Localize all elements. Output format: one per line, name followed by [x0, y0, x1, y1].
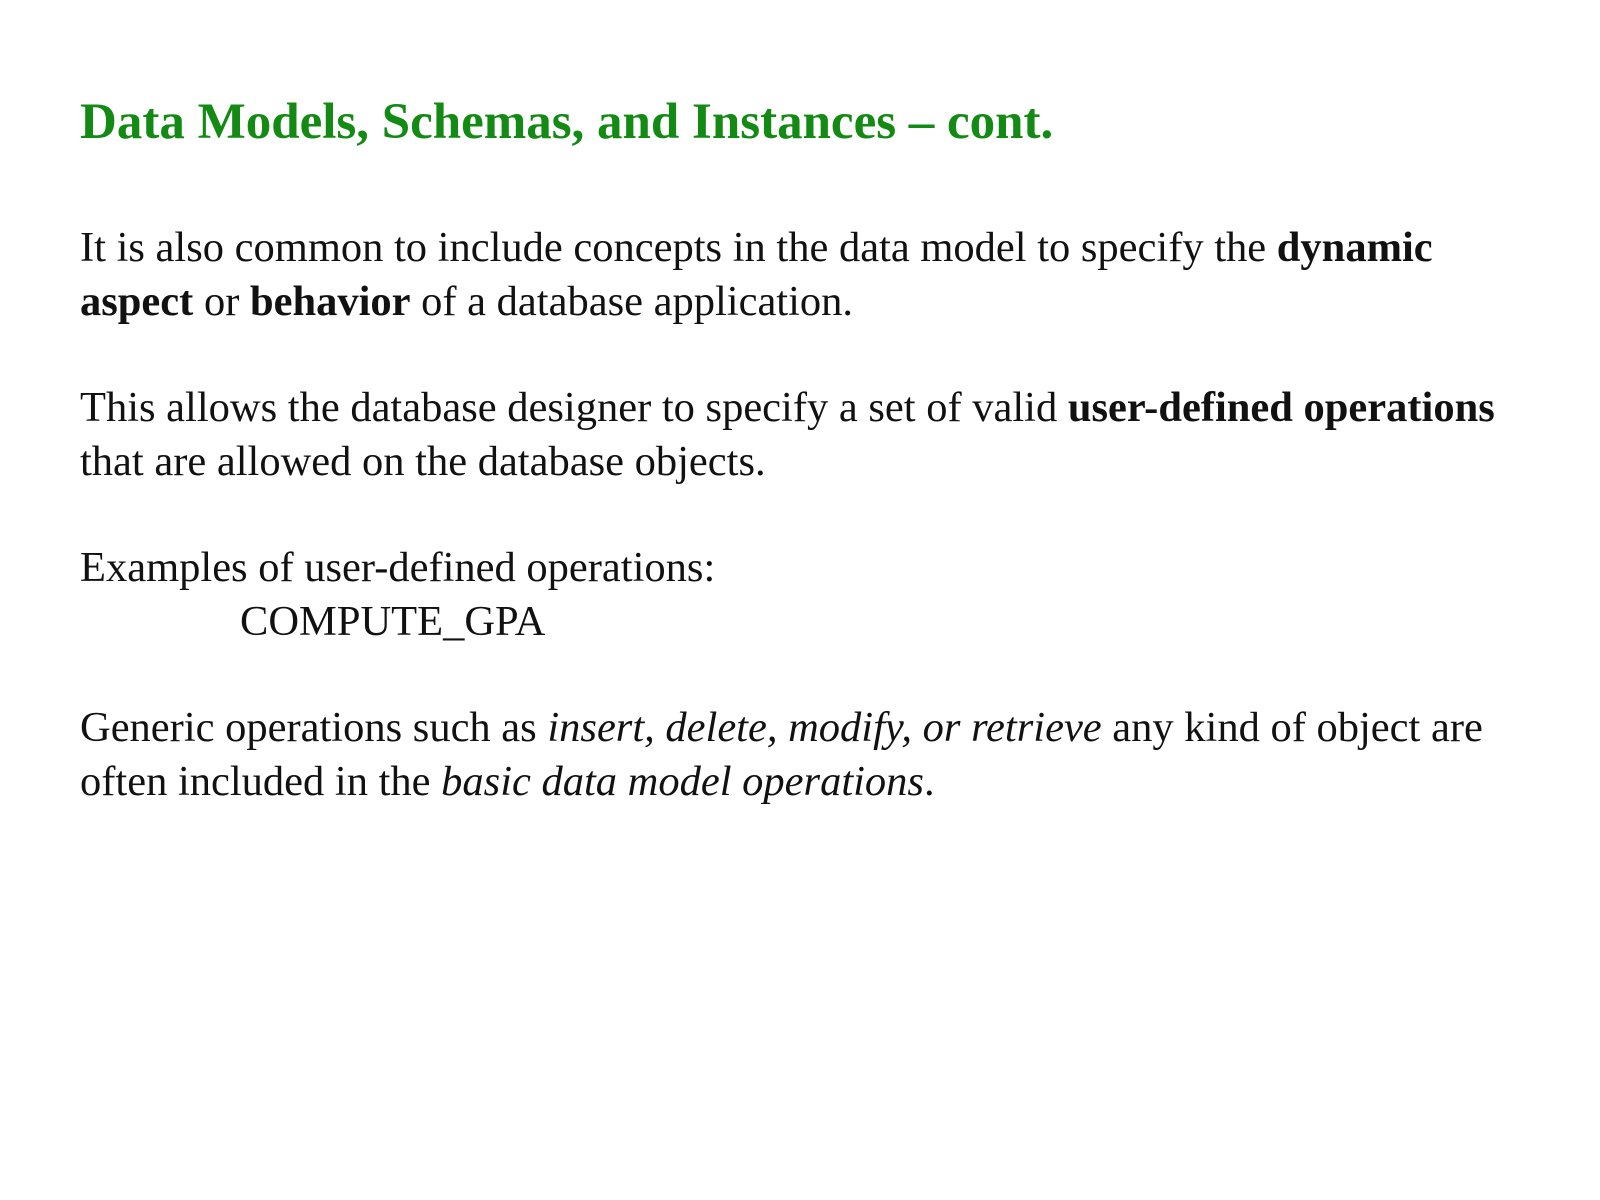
text-segment: or	[193, 277, 250, 325]
italic-basic-operations: basic data model operations	[441, 757, 924, 805]
bold-term-user-defined-operations: user-defined operations	[1067, 384, 1495, 431]
text-segment: It is also common to include concepts in the data model to specify the	[80, 224, 1277, 271]
text-segment: that are allowed on the database objects.	[80, 437, 766, 485]
bold-term-dynamic-aspect: dynamic aspect	[80, 224, 1433, 325]
text-segment: This allows the database designer to specify a set of valid	[80, 384, 1068, 431]
paragraph-examples	[80, 541, 1540, 648]
paragraph-user-defined-operations	[80, 381, 1540, 488]
text-segment: of a database application.	[410, 277, 854, 325]
paragraph-dynamic-aspect	[80, 221, 1540, 328]
paragraph-generic-operations	[80, 701, 1540, 808]
examples-heading: Examples of user-defined operations:	[80, 544, 716, 591]
slide	[80, 0, 1540, 1200]
text-segment: Generic operations such as	[80, 704, 548, 751]
example-operation: COMPUTE_GPA	[240, 597, 546, 645]
text-segment: .	[923, 757, 935, 805]
slide-title: Data Models, Schemas, and Instances – cont.	[80, 94, 1054, 150]
bold-term-behavior: behavior	[249, 277, 411, 325]
italic-generic-operations: insert, delete, modify, or retrieve	[547, 704, 1102, 751]
text-segment: any kind of object are often included in the	[80, 704, 1483, 805]
